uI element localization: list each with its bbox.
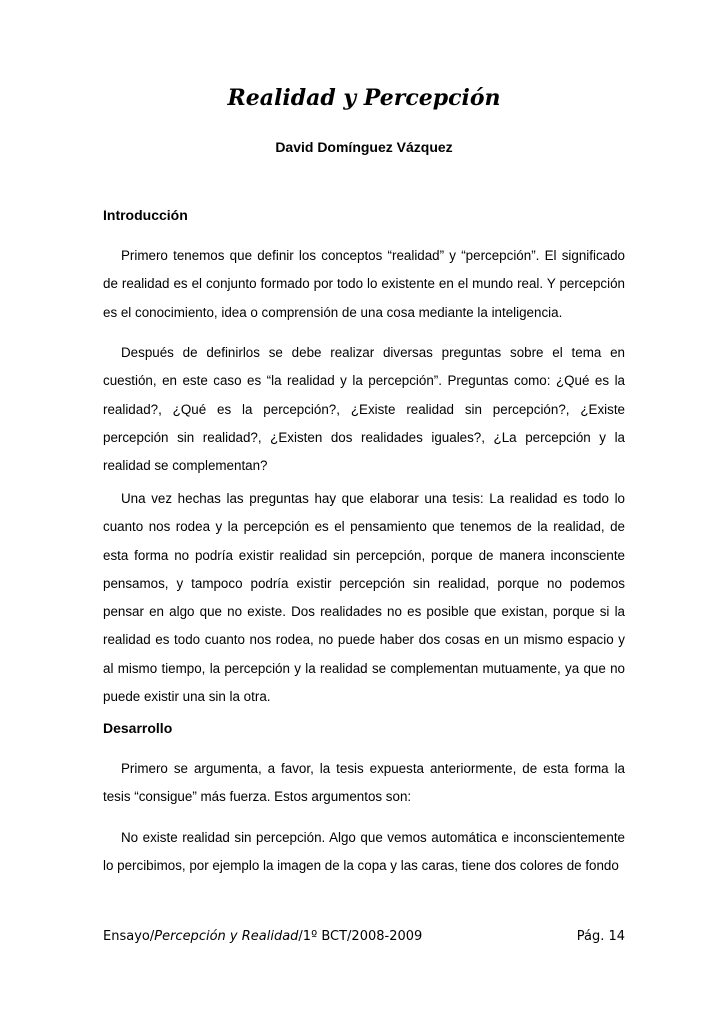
paragraph-desarrollo-2: No existe realidad sin percepción. Algo que vemos automática e inconscientemente lo percibimos, por ejemplo la imagen de la copa y las caras, tiene dos colores de fondo xyxy=(103,830,625,874)
footer-reference xyxy=(103,928,422,946)
page-footer xyxy=(103,928,625,946)
footer-suffix: /1º BCT/2008-2009 xyxy=(298,929,423,944)
section-heading-desarrollo: Desarrollo xyxy=(103,720,173,736)
document-title: Realidad y Percepción xyxy=(227,85,501,111)
paragraph-desarrollo-1: Primero se argumenta, a favor, la tesis expuesta anteriormente, de esta forma la tesis “consigue” más fuerza. Estos argumentos son: xyxy=(103,761,625,805)
paragraph-intro-2: Después de definirlos se debe realizar diversas preguntas sobre el tema en cuestión, en este caso es “la realidad y la percepción”. Preguntas como: ¿Qué es la realidad?, ¿Qué es la percepción?, ¿Existe realidad sin percepción?, ¿Existe percepción sin realidad?, ¿Existen dos realidades iguales?, ¿La percepción y la realidad se complementan? xyxy=(103,345,625,474)
paragraph-intro-1: Primero tenemos que definir los conceptos “realidad” y “percepción”. El significado de realidad es el conjunto formado por todo lo existente en el mundo real. Y percepción es el conocimiento, idea o comprensión de una cosa mediante la inteligencia. xyxy=(103,248,625,320)
page-number: Pág. 14 xyxy=(576,929,625,944)
document-author: David Domínguez Vázquez xyxy=(275,139,453,155)
footer-italic-title: Percepción y Realidad xyxy=(154,929,299,944)
footer-prefix: Ensayo/ xyxy=(103,929,155,944)
section-heading-introduccion: Introducción xyxy=(103,207,188,223)
paragraph-intro-3: Una vez hechas las preguntas hay que elaborar una tesis: La realidad es todo lo cuanto nos rodea y la percepción es el pensamiento que tenemos de la realidad, de esta forma no podría existir realidad sin percepción, porque de manera inconsciente pensamos, y tampoco podría existir percepción sin realidad, porque no podemos pensar en algo que no existe. Dos realidades no es posible que existan, porque si la realidad es todo cuanto nos rodea, no puede haber dos cosas en un mismo espacio y al mismo tiempo, la percepción y la realidad se complementan mutuamente, ya que no puede existir una sin la otra. xyxy=(103,491,625,705)
